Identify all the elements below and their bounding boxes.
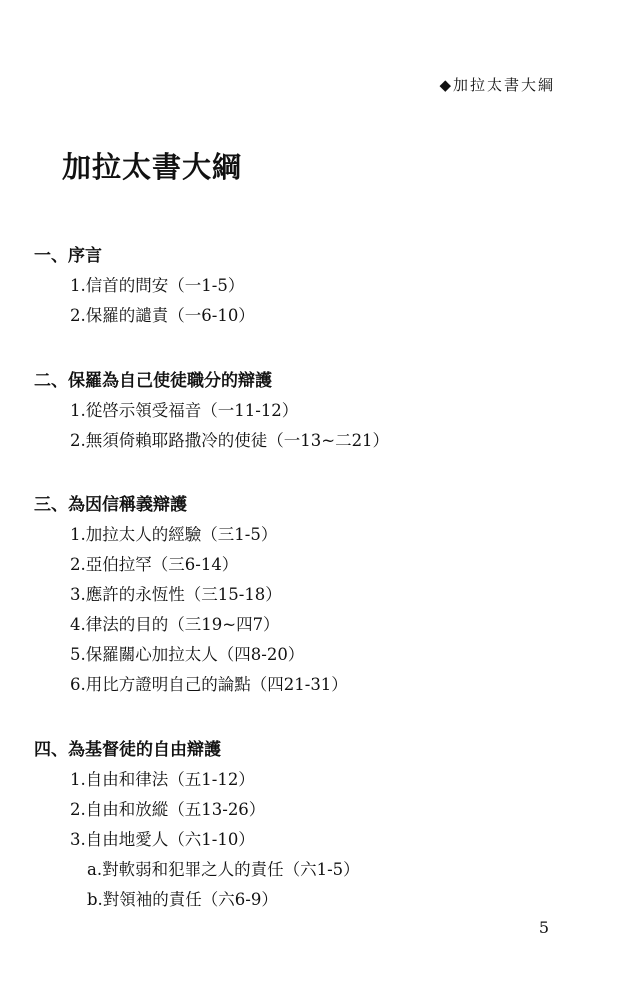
running-head: ◆加拉太書大綱 [439, 76, 555, 94]
outline-section [0, 241, 625, 331]
outline-item: 1.自由和律法（五1-12） [70, 770, 255, 789]
page-number: 5 [538, 918, 549, 937]
outline-item: 5.保羅關心加拉太人（四8-20） [70, 645, 305, 664]
outline-item: 2.無須倚賴耶路撒冷的使徒（一13~二21） [70, 431, 390, 450]
outline-section [0, 490, 625, 700]
outline-item: 6.用比方證明自己的論點（四21-31） [70, 675, 348, 694]
outline-section [0, 735, 625, 915]
outline-item: 4.律法的目的（三19~四7） [70, 615, 280, 634]
section-heading: 三、為因信稱義辯護 [34, 495, 187, 515]
outline-item: 3.自由地愛人（六1-10） [70, 830, 255, 849]
outline-subitem: a.對軟弱和犯罪之人的責任（六1-5） [87, 860, 360, 879]
outline-section [0, 366, 625, 456]
outline-item: 3.應許的永恆性（三15-18） [70, 585, 282, 604]
section-heading: 一、序言 [34, 246, 102, 266]
section-heading: 二、保羅為自己使徒職分的辯護 [34, 371, 272, 391]
outline-item: 2.自由和放縱（五13-26） [70, 800, 266, 819]
outline-item: 1.信首的問安（一1-5） [70, 276, 245, 295]
outline-subitem: b.對領袖的責任（六6-9） [87, 890, 278, 909]
outline-item: 2.亞伯拉罕（三6-14） [70, 555, 239, 574]
section-heading: 四、為基督徒的自由辯護 [34, 740, 221, 760]
page-title: 加拉太書大綱 [62, 150, 243, 184]
outline [0, 241, 625, 950]
outline-item: 2.保羅的譴責（一6-10） [70, 306, 255, 325]
outline-item: 1.從啓示領受福音（一11-12） [70, 401, 299, 420]
outline-item: 1.加拉太人的經驗（三1-5） [70, 525, 278, 544]
